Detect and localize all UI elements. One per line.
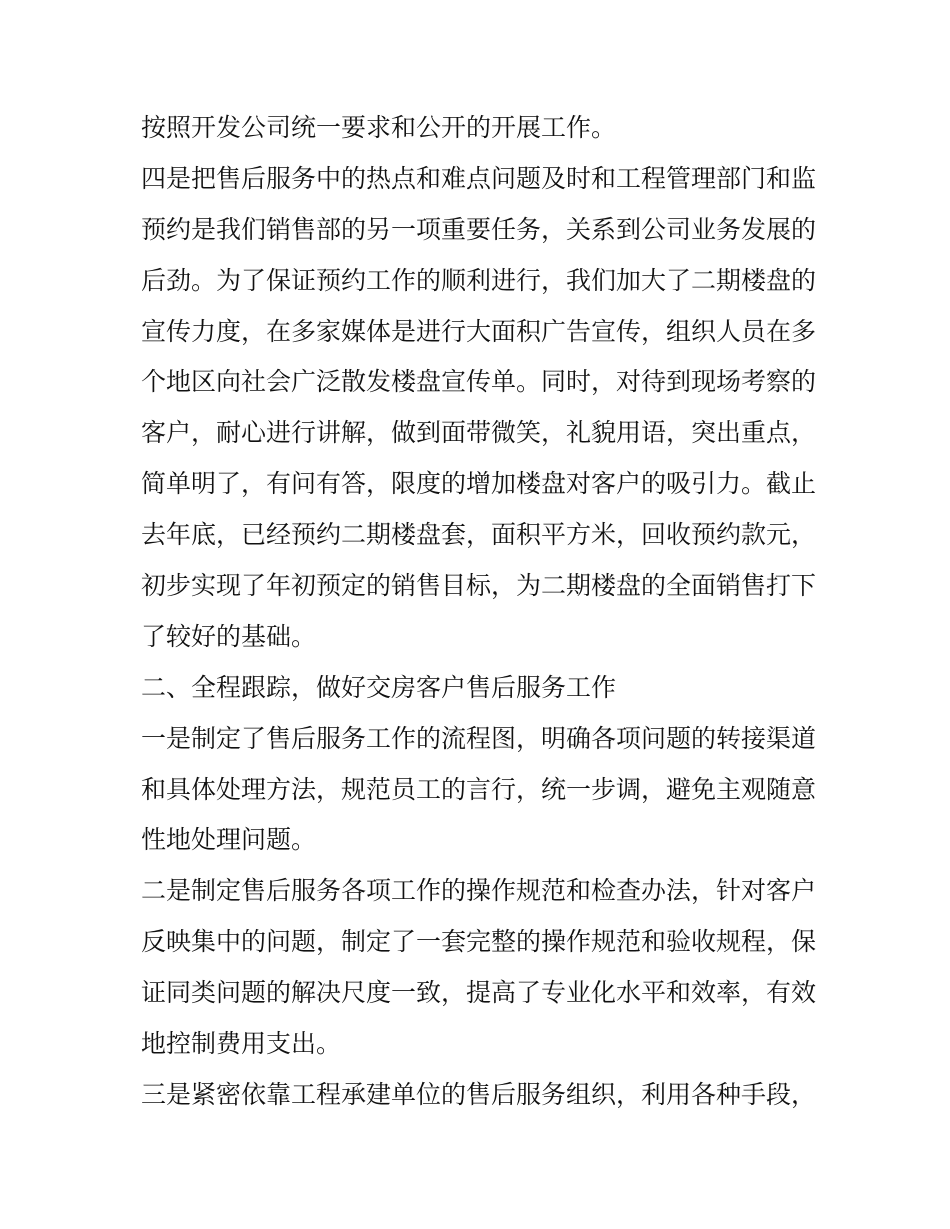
text-line: 初步实现了年初预定的销售目标，为二期楼盘的全面销售打下 <box>141 571 817 601</box>
text-line: 四是把售后服务中的热点和难点问题及时和工程管理部门和监 <box>141 163 817 193</box>
text-line: 性地处理问题。 <box>141 825 317 855</box>
text-line: 去年底，已经预约二期楼盘套，面积平方米，回收预约款元， <box>141 520 817 550</box>
text-line: 个地区向社会广泛散发楼盘宣传单。同时，对待到现场考察的 <box>141 367 817 397</box>
text-line: 二是制定售后服务各项工作的操作规范和检查办法，针对客户 <box>141 876 817 906</box>
text-line: 简单明了，有问有答，限度的增加楼盘对客户的吸引力。截止 <box>141 469 817 499</box>
document-body <box>141 103 821 1121</box>
text-line: 和具体处理方法，规范员工的言行，统一步调，避免主观随意 <box>141 774 817 804</box>
text-line: 反映集中的问题，制定了一套完整的操作规范和验收规程，保 <box>141 927 817 957</box>
section-heading: 二、全程跟踪，做好交房客户售后服务工作 <box>141 672 617 702</box>
text-line: 一是制定了售后服务工作的流程图，明确各项问题的转接渠道 <box>141 723 817 753</box>
text-line: 预约是我们销售部的另一项重要任务，关系到公司业务发展的 <box>141 214 817 244</box>
text-line: 三是紧密依靠工程承建单位的售后服务组织，利用各种手段， <box>141 1079 817 1109</box>
text-line: 后劲。为了保证预约工作的顺利进行，我们加大了二期楼盘的 <box>141 265 817 295</box>
text-line: 证同类问题的解决尺度一致，提高了专业化水平和效率，有效 <box>141 978 817 1008</box>
text-line: 客户，耐心进行讲解，做到面带微笑，礼貌用语，突出重点， <box>141 418 817 448</box>
text-line: 地控制费用支出。 <box>141 1029 342 1059</box>
text-line: 按照开发公司统一要求和公开的开展工作。 <box>141 113 617 142</box>
text-line: 了较好的基础。 <box>141 621 317 651</box>
text-line: 宣传力度，在多家媒体是进行大面积广告宣传，组织人员在多 <box>141 316 817 346</box>
